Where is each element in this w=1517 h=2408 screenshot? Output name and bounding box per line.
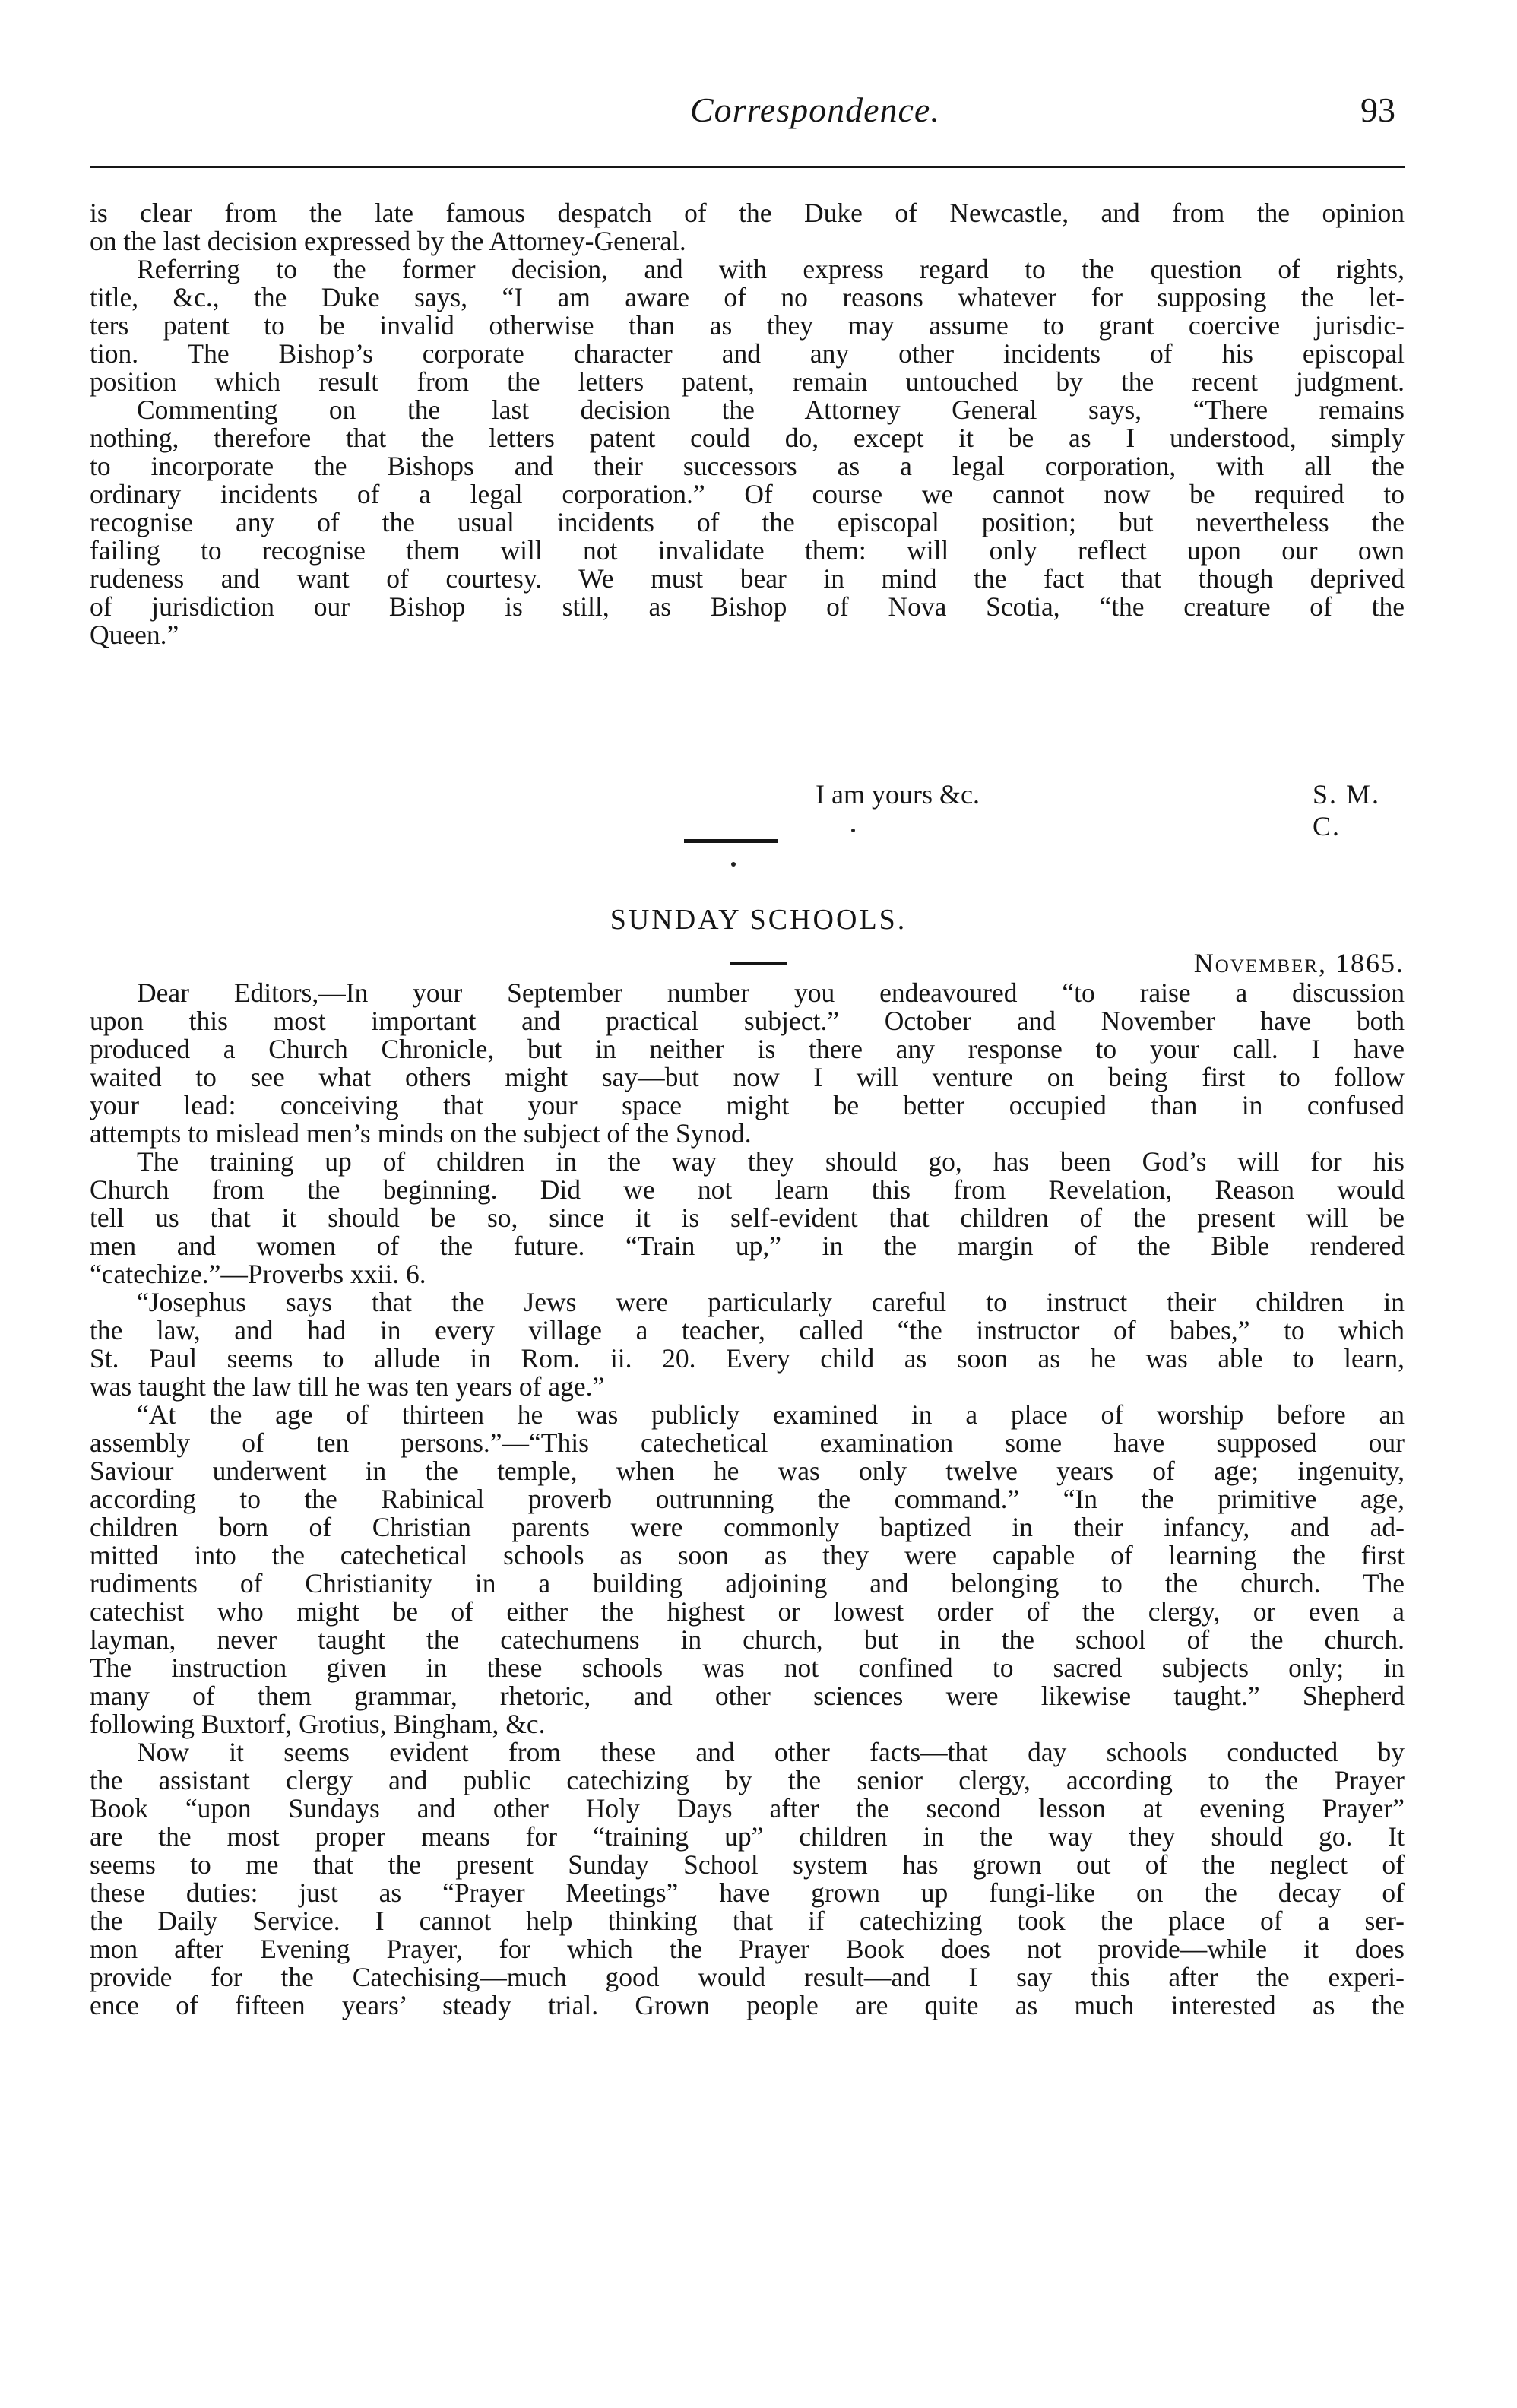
text-line: ordinary incidents of a legal corporation.” Of course we cannot now be required to [90,479,1405,509]
text-line: failing to recognise them will not invalidate them: will only reflect upon our own [90,535,1405,566]
text-line: according to the Rabinical proverb outrunning the command.” “In the primitive age, [90,1484,1405,1514]
text-line: tell us that it should be so, since it is self-evident that children of the present will be [90,1202,1405,1233]
text-line: layman, never taught the catechumens in church, but in the school of the church. [90,1624,1405,1655]
text-line: “At the age of thirteen he was publicly examined in a place of worship before an [137,1399,1405,1430]
text-line: nothing, therefore that the letters patent could do, except it be as I understood, simply [90,423,1405,453]
text-line: Commenting on the last decision the Attorney General says, “There remains [137,394,1405,425]
text-line: the law, and had in every village a teacher, called “the instructor of babes,” to which [90,1315,1405,1345]
running-title: Correspondence. [690,90,940,129]
header-rule [90,166,1405,168]
text-line: mitted into the catechetical schools as soon as they were capable of learning the first [90,1540,1405,1570]
text-line: ters patent to be invalid otherwise than as they may assume to grant coercive jurisdic- [90,310,1405,341]
text-line: men and women of the future. “Train up,” in the margin of the Bible rendered [90,1231,1405,1261]
text-line: St. Paul seems to allude in Rom. ii. 20. Every child as soon as he was able to learn, [90,1343,1405,1374]
dateline-rule [730,962,787,965]
print-speck [731,862,736,867]
text-line: Now it seems evident from these and other facts—that day schools conducted by [137,1737,1405,1767]
text-line: is clear from the late famous despatch of the Duke of Newcastle, and from the opinion [90,198,1405,228]
text-line: ence of fifteen years’ steady trial. Grown people are quite as much interested as the [90,1990,1405,2020]
section-heading: SUNDAY SCHOOLS. [610,904,907,936]
text-line: Saviour underwent in the temple, when he was only twelve years of age; ingenuity, [90,1456,1405,1486]
text-line: assembly of ten persons.”—“This catechetical examination some have supposed our [90,1427,1405,1458]
text-line: seems to me that the present Sunday School system has grown out of the neglect of [90,1849,1405,1880]
text-line: The instruction given in these schools was not confined to sacred subjects only; in [90,1652,1405,1683]
text-line: “Josephus says that the Jews were particularly careful to instruct their children in [137,1287,1405,1317]
print-speck [851,829,855,832]
text-line: many of them grammar, rhetoric, and other sciences were likewise taught.” Shepherd [90,1681,1405,1711]
section-divider-rule [684,839,778,843]
text-line: position which result from the letters patent, remain untouched by the recent judgment. [90,366,1405,397]
dateline: November, 1865. [1193,948,1405,978]
text-line: upon this most important and practical subject.” October and November have both [90,1006,1405,1036]
text-line: Book “upon Sundays and other Holy Days after the second lesson at evening Prayer” [90,1793,1405,1823]
text-line: Queen.” [90,619,179,650]
text-line: your lead: conceiving that your space might be better occupied than in confused [90,1090,1405,1120]
letter-one-text [90,199,1405,649]
letter-closing: I am yours &c. [816,779,980,810]
text-line: tion. The Bishop’s corporate character and any other incidents of his episcopal [90,338,1405,369]
text-line: children born of Christian parents were commonly baptized in their infancy, and ad- [90,1512,1405,1542]
text-line: The training up of children in the way they should go, has been God’s will for his [137,1146,1405,1177]
text-line: Church from the beginning. Did we not learn this from Revelation, Reason would [90,1174,1405,1205]
letter-signature: S. M. C. [1313,779,1381,841]
text-line: the assistant clergy and public catechizing by the senior clergy, according to the Prayer [90,1765,1405,1795]
page-header [90,90,1403,150]
text-line: provide for the Catechising—much good would result—and I say this after the experi- [90,1962,1405,1992]
text-line: are the most proper means for “training up” children in the way they should go. It [90,1821,1405,1852]
text-line: following Buxtorf, Grotius, Bingham, &c. [90,1709,546,1739]
text-line: rudiments of Christianity in a building adjoining and belonging to the church. The [90,1568,1405,1598]
letter-two-text [90,979,1405,2020]
text-line: rudeness and want of courtesy. We must bear in mind the fact that though deprived [90,563,1405,594]
text-line: on the last decision expressed by the Attorney-General. [90,226,686,256]
text-line: was taught the law till he was ten years of age.” [90,1371,605,1402]
page-number: 93 [1360,90,1395,129]
text-line: Referring to the former decision, and with express regard to the question of rights, [137,254,1405,284]
text-line: mon after Evening Prayer, for which the Prayer Book does not provide—while it does [90,1934,1405,1964]
text-line: these duties: just as “Prayer Meetings” have grown up fungi-like on the decay of [90,1877,1405,1908]
text-line: “catechize.”—Proverbs xxii. 6. [90,1259,426,1289]
text-line: the Daily Service. I cannot help thinking that if catechizing took the place of a ser- [90,1906,1405,1936]
text-line: title, &c., the Duke says, “I am aware of no reasons whatever for supposing the let- [90,282,1405,312]
text-line: recognise any of the usual incidents of the episcopal position; but nevertheless the [90,507,1405,537]
text-line: of jurisdiction our Bishop is still, as Bishop of Nova Scotia, “the creature of the [90,591,1405,622]
signature-row [90,778,1405,841]
text-line: to incorporate the Bishops and their successors as a legal corporation, with all the [90,451,1405,481]
text-line: attempts to mislead men’s minds on the subject of the Synod. [90,1118,752,1149]
text-line: waited to see what others might say—but now I will venture on being first to follow [90,1062,1405,1092]
text-line: produced a Church Chronicle, but in neither is there any response to your call. I have [90,1034,1405,1064]
text-line: Dear Editors,—In your September number you endeavoured “to raise a discussion [137,977,1405,1008]
text-line: catechist who might be of either the highest or lowest order of the clergy, or even a [90,1596,1405,1627]
